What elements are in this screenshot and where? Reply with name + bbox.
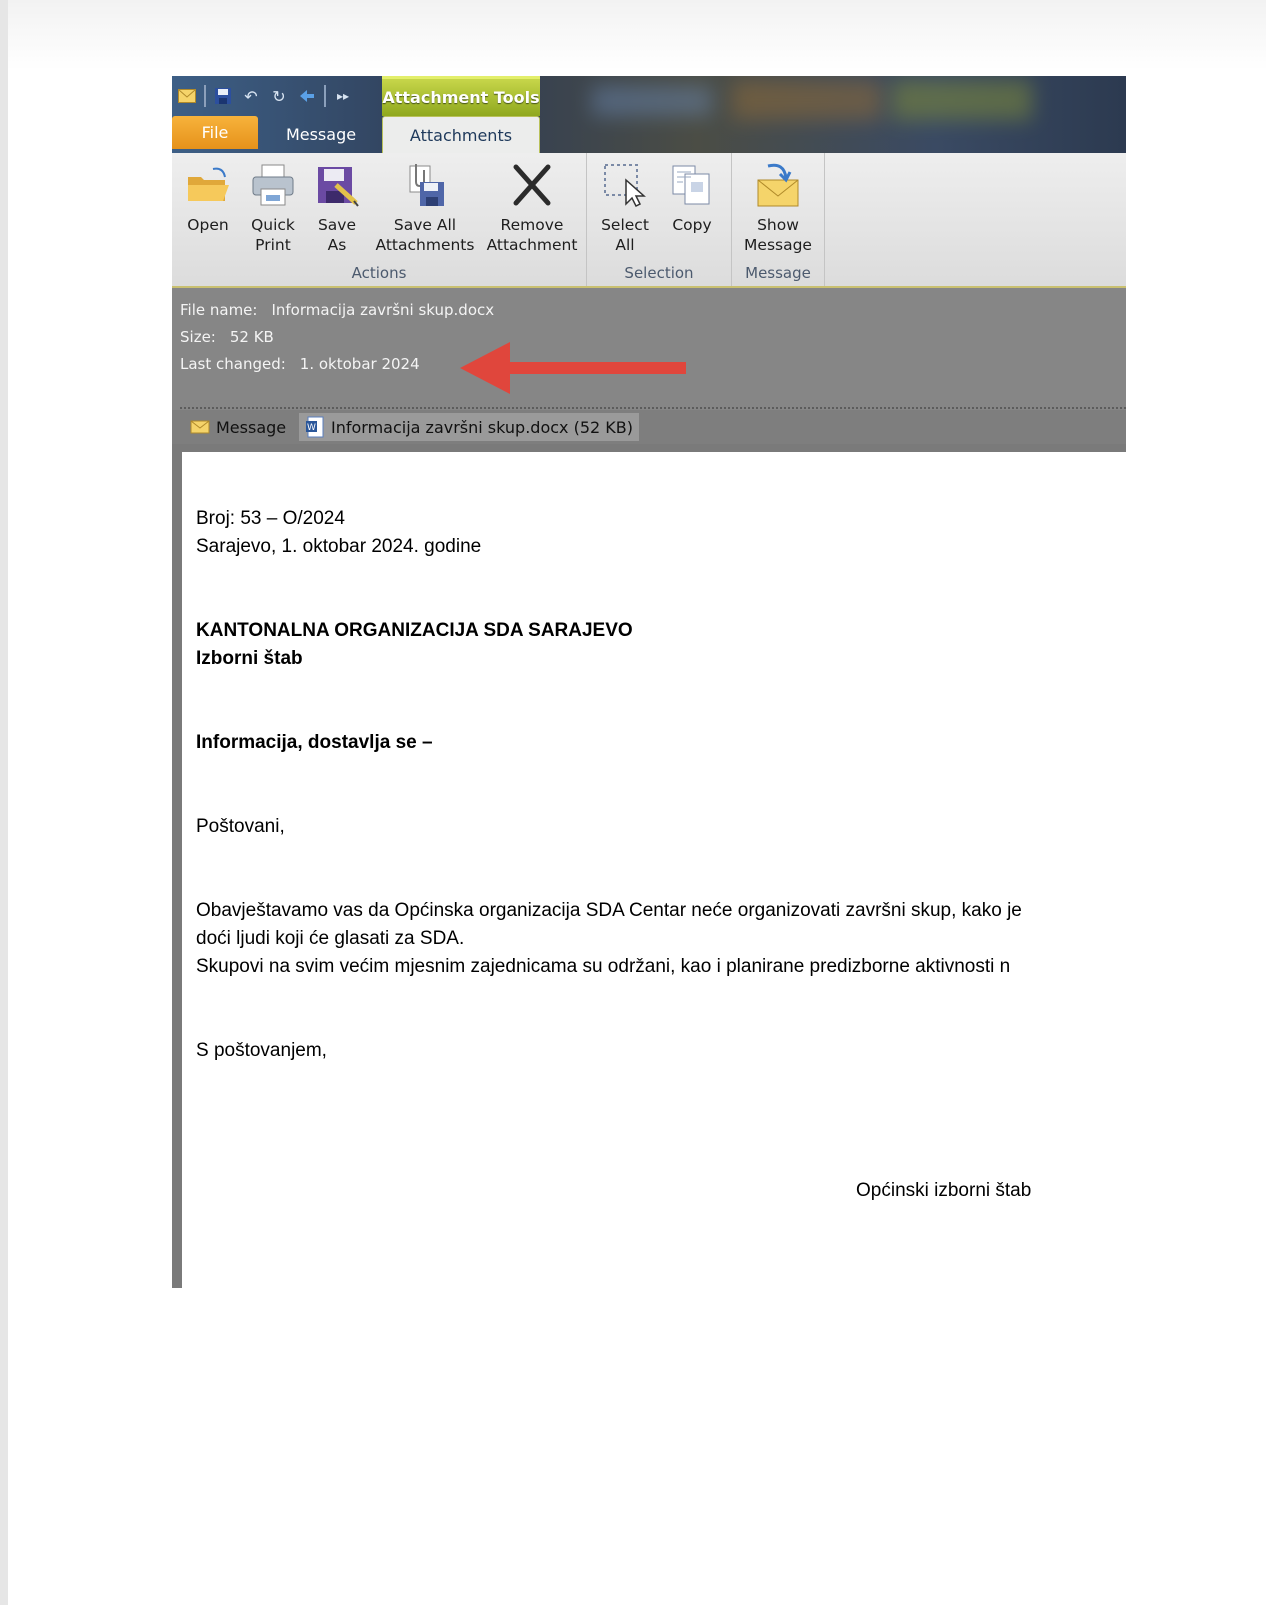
undo-icon[interactable]: ↶: [244, 86, 258, 106]
page-left-edge: [0, 0, 8, 1605]
docx-attachment-tab[interactable]: [299, 413, 639, 441]
size-label: Size:: [180, 328, 216, 346]
attachment-tools-context-tab: Attachment Tools: [382, 76, 540, 116]
message-attachment-tab[interactable]: [184, 413, 292, 441]
mail-app-icon: [176, 85, 198, 107]
save-icon[interactable]: [212, 85, 234, 107]
quick-print-label-2: Print: [255, 236, 291, 254]
doc-number: Broj: 53 – O/2024: [196, 508, 345, 529]
file-name-row: [180, 301, 494, 319]
quick-print-button[interactable]: [242, 157, 304, 255]
open-folder-icon: [184, 157, 232, 213]
save-as-label-2: As: [327, 236, 347, 254]
quick-print-label-1: Quick: [251, 216, 295, 234]
red-arrow-annotation: [458, 340, 688, 396]
doc-subject: Informacija, dostavlja se –: [196, 732, 433, 753]
redo-icon[interactable]: ↻: [272, 86, 286, 106]
save-as-button[interactable]: [310, 157, 364, 255]
select-all-label-2: All: [615, 236, 635, 254]
save-as-label-1: Save: [317, 216, 357, 234]
size-row: [180, 328, 274, 346]
save-all-label-1: Save All: [393, 216, 457, 234]
attachment-info-panel: [172, 288, 1126, 410]
document-page: [182, 452, 1126, 1288]
last-changed-label: Last changed:: [180, 355, 286, 373]
tab-file[interactable]: File: [172, 116, 258, 149]
open-button[interactable]: [178, 157, 238, 235]
doc-greeting: Poštovani,: [196, 816, 285, 837]
title-bar: [172, 76, 1126, 153]
tab-attachments[interactable]: Attachments: [382, 116, 540, 153]
svg-text:W: W: [307, 423, 316, 433]
envelope-small-icon: [190, 419, 210, 435]
size-value: 52 KB: [229, 328, 274, 346]
file-name-value: Informacija završni skup.docx: [271, 301, 495, 319]
last-changed-value: 1. oktobar 2024: [299, 355, 420, 373]
word-doc-icon: [305, 416, 325, 438]
save-all-attachments-button[interactable]: [372, 157, 478, 255]
select-all-icon: [601, 157, 649, 213]
save-as-icon: [313, 157, 361, 213]
group-label-actions: Actions: [351, 264, 407, 282]
copy-icon: [668, 157, 716, 213]
group-label-selection: Selection: [624, 264, 694, 282]
select-all-button[interactable]: [595, 157, 655, 255]
doc-paragraph-line-2: doći ljudi koji će glasati za SDA.: [196, 928, 465, 949]
customize-qat-icon[interactable]: ▸▸: [336, 89, 350, 103]
doc-place-date: Sarajevo, 1. oktobar 2024. godine: [196, 536, 482, 557]
last-changed-row: [180, 355, 420, 373]
remove-x-icon: [508, 157, 556, 213]
doc-closing: S poštovanjem,: [196, 1040, 327, 1061]
doc-tab-label: Informacija završni skup.docx (52 KB): [331, 417, 633, 437]
doc-signature: Općinski izborni štab: [856, 1180, 1032, 1201]
save-all-label-2: Attachments: [375, 236, 475, 254]
ribbon-group-message: [732, 153, 825, 286]
copy-button[interactable]: [661, 157, 723, 235]
ribbon-group-actions: [172, 153, 587, 286]
remove-attachment-button[interactable]: [482, 157, 582, 255]
message-tab-label: Message: [216, 417, 287, 437]
previous-item-icon[interactable]: [296, 85, 318, 107]
copy-label: Copy: [672, 216, 712, 234]
save-all-icon: [401, 157, 449, 213]
show-message-label-2: Message: [744, 236, 812, 254]
open-label: Open: [187, 216, 229, 234]
envelope-icon: [754, 157, 802, 213]
tab-message[interactable]: Message: [285, 125, 357, 144]
printer-icon: [249, 157, 297, 213]
ribbon-group-selection: [587, 153, 732, 286]
doc-department: Izborni štab: [196, 648, 303, 669]
doc-paragraph-line-3: Skupovi na svim većim mjesnim zajednicama su održani, kao i planirane predizborne aktivnosti n: [196, 956, 1011, 977]
doc-organization: KANTONALNA ORGANIZACIJA SDA SARAJEVO: [196, 620, 633, 641]
outlook-attachment-window: [172, 76, 1126, 1288]
show-message-button[interactable]: [738, 157, 818, 255]
attachment-bar: [172, 410, 1126, 444]
select-all-label-1: Select: [601, 216, 649, 234]
remove-label-1: Remove: [500, 216, 564, 234]
attachment-preview-area: [172, 444, 1126, 1288]
info-divider: [180, 407, 1126, 409]
show-message-label-1: Show: [757, 216, 799, 234]
file-name-label: File name:: [180, 301, 258, 319]
doc-paragraph-line-1: Obavještavamo vas da Općinska organizacija SDA Centar neće organizovati završni skup, kako je: [196, 900, 1022, 921]
ribbon: [172, 153, 1126, 288]
group-label-message: Message: [745, 264, 811, 282]
quick-access-toolbar: [172, 76, 386, 116]
remove-label-2: Attachment: [486, 236, 578, 254]
